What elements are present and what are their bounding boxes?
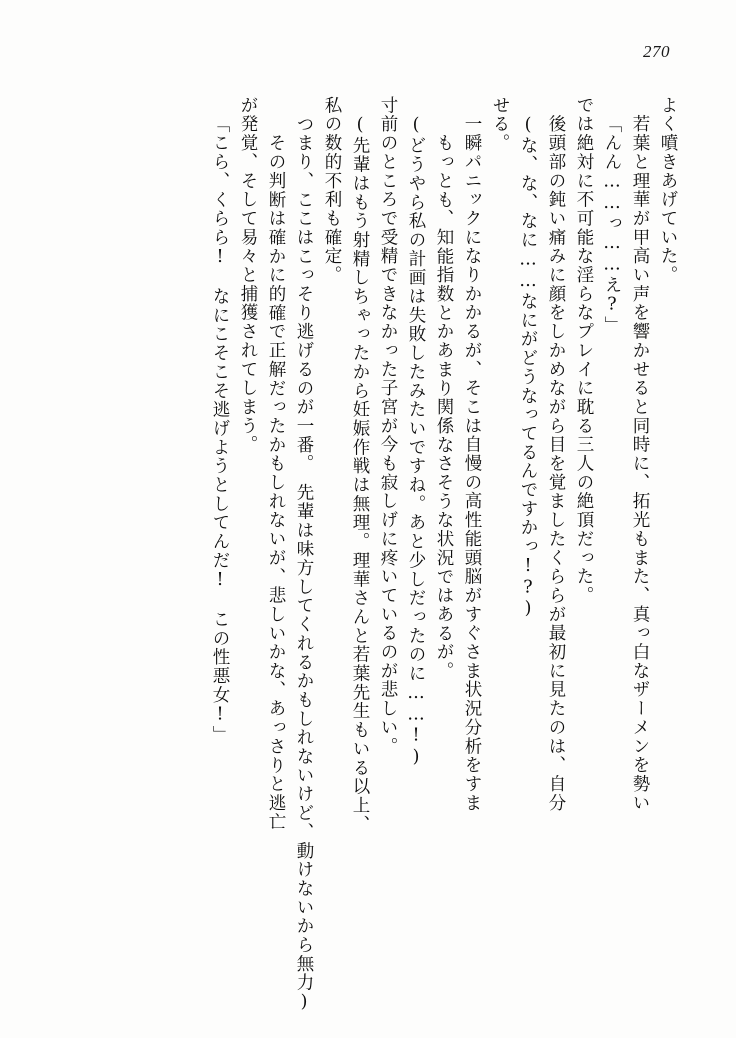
- text-line: 「んん……っ……え?」: [602, 115, 622, 335]
- text-line: 後頭部の鈍い痛みに顔をしかめながら目を覚ましたくららが最初に見たのは、自分: [546, 96, 566, 813]
- text-line: が発覚、そして易々と捕獲されてしまう。: [238, 96, 258, 455]
- text-line: つまり、ここはこっそり逃げるのが一番。 先輩は味方してくれるかもしれないけど、動けないから無力): [294, 115, 314, 1014]
- text-line: 一瞬パニックになりかかるが、そこは自慢の高性能頭脳がすぐさま状況分析をすま: [462, 96, 482, 813]
- text-line: せる。: [490, 96, 510, 153]
- text-line: よく噴きあげていた。: [658, 96, 678, 285]
- text-line: (先輩はもう射精しちゃったから妊娠作戦は無理。理華さんと若葉先生もいる以上、: [350, 115, 370, 834]
- vertical-text-body: [56, 96, 678, 1014]
- text-line: 寸前のところで受精できなかった子宮が今も寂しげに疼いているのが悲しい。: [378, 96, 398, 756]
- text-line: 若葉と理華が甲高い声を響かせると同時に、拓光もまた、真っ白なザーメンを勢い: [630, 96, 650, 813]
- text-line: その判断は確かに的確で正解だったかもしれないが、悲しいかな、あっさりと逃亡: [266, 115, 286, 832]
- text-line: 「こら、くらら! なにこそこそ逃げようとしてんだ! この性悪女!」: [210, 115, 230, 745]
- text-line: 私の数的不利も確定。: [322, 96, 342, 285]
- page-number: 270: [643, 42, 670, 61]
- text-line: もっとも、知能指数とかあまり関係なさそうな状況ではあるが。: [434, 115, 454, 681]
- text-line: (どうやら私の計画は失敗したみたいですね。あと少しだったのに……!): [406, 115, 426, 769]
- text-line: (な、な、なに……なにがどうなってるんですかっ!?): [518, 115, 538, 621]
- text-line: では絶対に不可能な淫らなプレイに耽る三人の絶頂だった。: [574, 96, 594, 605]
